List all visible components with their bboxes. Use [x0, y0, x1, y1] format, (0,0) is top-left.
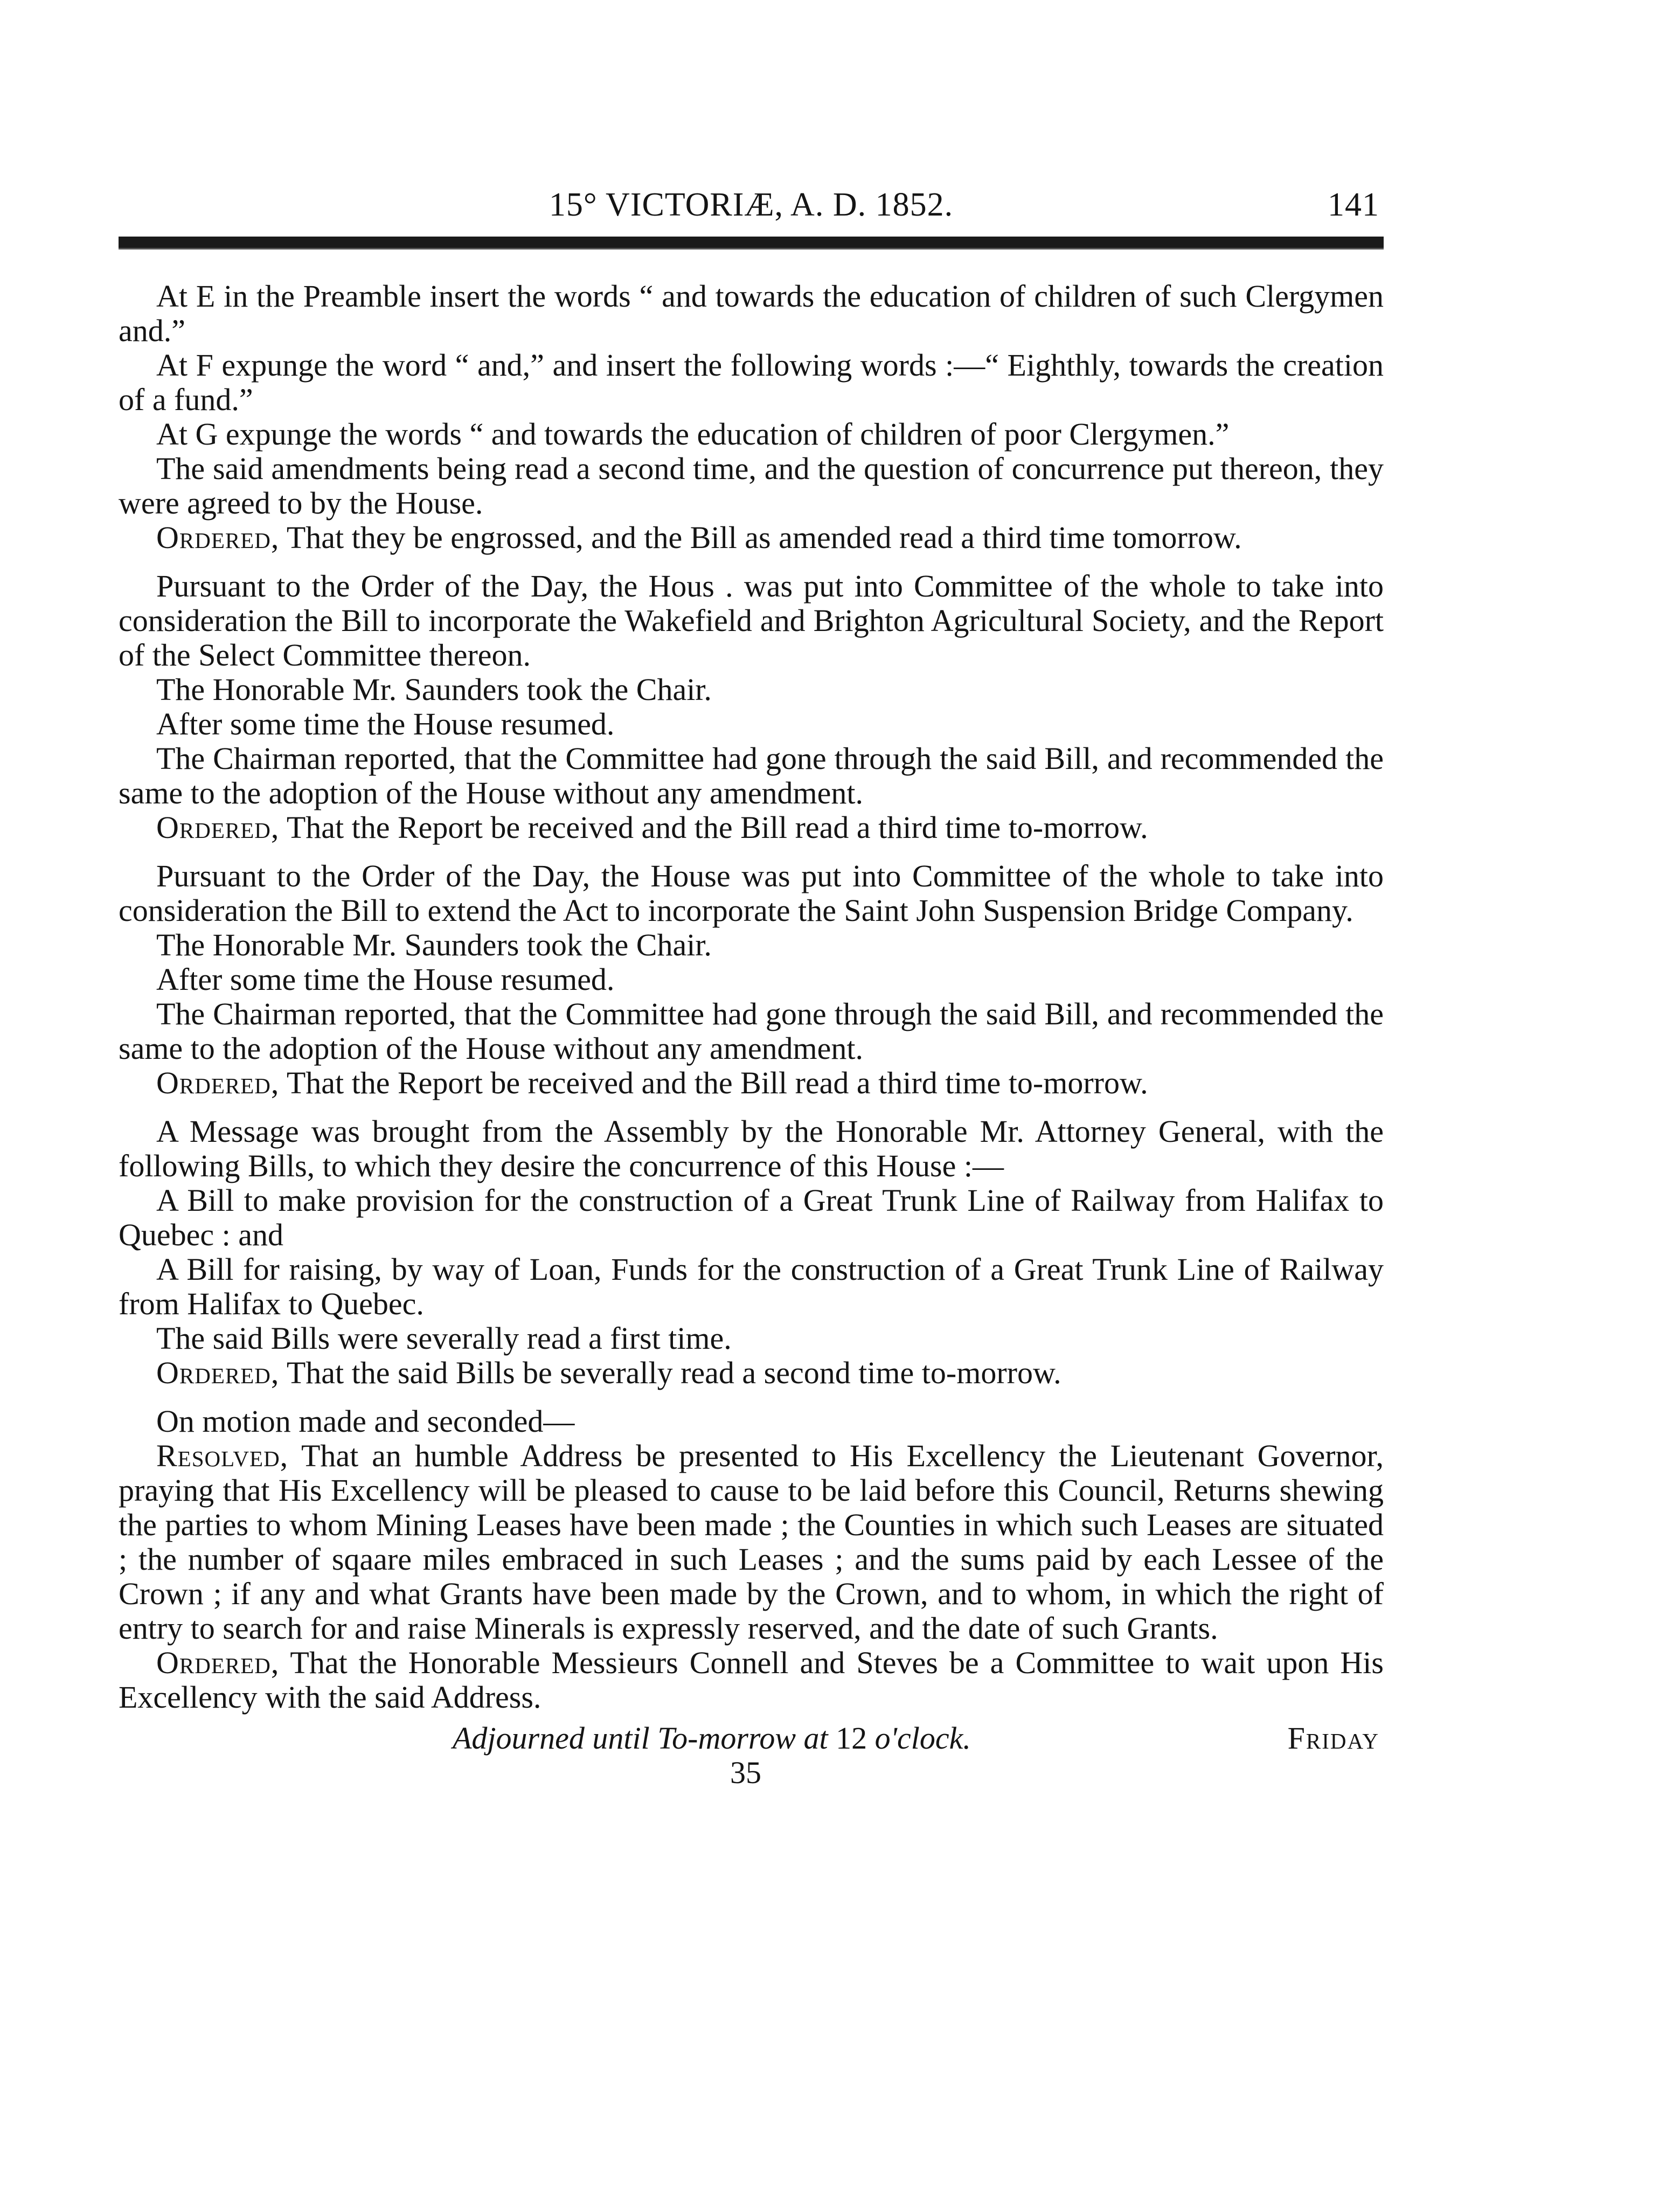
paragraph-text: A Bill to make provision for the construction of a Great Trunk Line of Railway from Halifax to Quebec : and [119, 1183, 1384, 1252]
adjournment-suffix: o'clock. [867, 1721, 971, 1756]
paragraph [119, 859, 1384, 928]
header-rule [119, 237, 1384, 249]
paragraph [119, 348, 1384, 417]
paragraph [119, 1646, 1384, 1715]
paragraph [119, 279, 1384, 348]
paragraph [119, 1356, 1384, 1390]
paragraph-text: Pursuant to the Order of the Day, the Hous . was put into Committee of the whole to take into consideration the Bill to incorporate the Wakefield and Brighton Agricultural Society, and the Report of the Select Committee thereon. [119, 568, 1384, 672]
paragraph [119, 1439, 1384, 1646]
paragraph-text: Pursuant to the Order of the Day, the House was put into Committee of the whole to take into consideration the Bill to extend the Act to incorporate the Saint John Suspension Bridge Company. [119, 858, 1384, 928]
page-footer [119, 1720, 1384, 1756]
adjournment-hour: 12 [836, 1721, 867, 1756]
paragraph [119, 962, 1384, 997]
paragraph-lead: Resolved, [156, 1438, 289, 1473]
paragraph [119, 672, 1384, 707]
paragraph-text: A Bill for raising, by way of Loan, Funds for the construction of a Great Trunk Line of Railway from Halifax to Quebec. [119, 1252, 1384, 1321]
signature-mark: 35 [730, 1755, 761, 1790]
paragraph [119, 1114, 1384, 1183]
paragraph [119, 810, 1384, 845]
body-text [119, 279, 1384, 1715]
paragraph [119, 569, 1384, 672]
paragraph-text: The Honorable Mr. Saunders took the Chair. [156, 927, 712, 962]
page [119, 186, 1384, 1790]
paragraph [119, 1252, 1384, 1321]
paragraph-text: At E in the Preamble insert the words “ and towards the education of children of such Clergymen and.” [119, 279, 1384, 348]
paragraph-text: After some time the House resumed. [156, 962, 615, 997]
paragraph [119, 741, 1384, 810]
paragraph-text: That the Report be received and the Bill read a third time to-morrow. [279, 1065, 1148, 1100]
paragraph-text: The Honorable Mr. Saunders took the Chair. [156, 672, 712, 707]
paragraph-text: The said amendments being read a second time, and the question of concurrence put thereon, they were agreed to by the House. [119, 451, 1384, 521]
paragraph-lead: Ordered, [156, 520, 280, 555]
paragraph [119, 1066, 1384, 1100]
catchword: Friday [1287, 1721, 1379, 1756]
paragraph [119, 1183, 1384, 1252]
paragraph-text: The said Bills were severally read a first time. [156, 1321, 732, 1356]
paragraph-text: That they be engrossed, and the Bill as amended read a third time tomorrow. [279, 520, 1242, 555]
paragraph-text: At F expunge the word “ and,” and insert the following words :—“ Eighthly, towards the creation of a fund.” [119, 348, 1384, 417]
paragraph-lead: Ordered, [156, 810, 280, 845]
paragraph-lead: Ordered, [156, 1065, 280, 1100]
paragraph-text: A Message was brought from the Assembly by the Honorable Mr. Attorney General, with the following Bills, to which they desire the concurrence of this House :— [119, 1114, 1384, 1183]
paragraph-text: The Chairman reported, that the Committee had gone through the said Bill, and recommended the same to the adoption of the House without any amendment. [119, 996, 1384, 1066]
header-title: 15° VICTORIÆ, A. D. 1852. [549, 186, 954, 223]
paragraph-text: At G expunge the words “ and towards the education of children of poor Clergymen.” [156, 417, 1230, 452]
paragraph [119, 1321, 1384, 1356]
paragraph-text: That the Report be received and the Bill read a third time to-morrow. [279, 810, 1148, 845]
paragraph [119, 707, 1384, 741]
running-header [119, 186, 1384, 229]
paragraph [119, 417, 1384, 452]
adjournment-line [453, 1720, 971, 1756]
paragraph-text: After some time the House resumed. [156, 706, 615, 741]
paragraph-text: That the said Bills be severally read a second time to-morrow. [279, 1355, 1061, 1390]
adjournment-text: Adjourned until To-morrow at [453, 1721, 836, 1756]
paragraph-lead: Ordered, [156, 1645, 280, 1680]
paragraph [119, 997, 1384, 1066]
paragraph-text: That the Honorable Messieurs Connell and Steves be a Committee to wait upon His Excellency with the said Address. [119, 1645, 1384, 1715]
paragraph-text: The Chairman reported, that the Committee had gone through the said Bill, and recommended the same to the adoption of the House without any amendment. [119, 741, 1384, 810]
paragraph-text: On motion made and seconded— [156, 1404, 575, 1439]
page-number: 141 [1328, 186, 1379, 223]
paragraph [119, 1404, 1384, 1439]
paragraph [119, 521, 1384, 555]
paragraph-text: That an humble Address be presented to His Excellency the Lieutenant Governor, praying that His Excellency will be pleased to cause to be laid before this Council, Returns shewing the parties to whom Mining Leases have been made ; the Counties in which such Leases are situated ; the number of sqaare miles embraced in such Leases ; and the sums paid by each Lessee of the Crown ; if any and what Grants have been made by the Crown, and to whom, in which the right of entry to search for and raise Minerals is expressly reserved, and the date of such Grants. [119, 1438, 1384, 1646]
paragraph [119, 928, 1384, 962]
paragraph-lead: Ordered, [156, 1355, 280, 1390]
paragraph [119, 452, 1384, 521]
